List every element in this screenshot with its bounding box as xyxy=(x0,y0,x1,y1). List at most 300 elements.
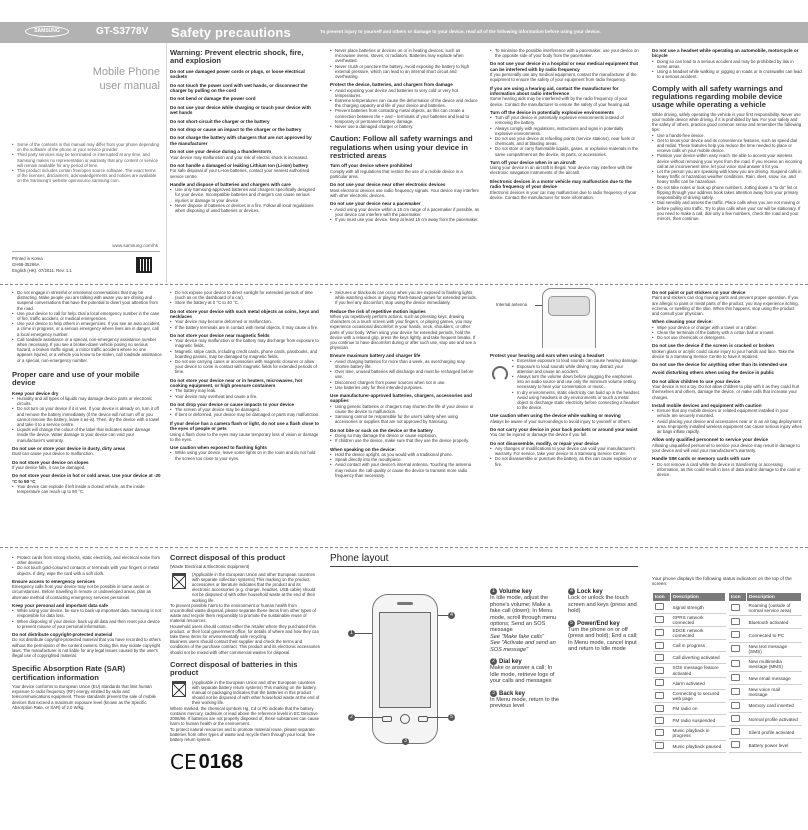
table-row xyxy=(729,739,802,752)
cover-title-2: user manual xyxy=(99,80,160,92)
antenna-area xyxy=(548,296,590,316)
column-divider xyxy=(166,43,167,283)
item-text: Do not distribute copyright-protected material that you have recorded to others without the permission of the content owners. Doing this may violate copyright laws. The manufacturer is not liable for any legal issues caused by the user's illegal use of copyrighted material. xyxy=(12,637,161,659)
status-description: Silent profile activated xyxy=(747,726,802,739)
status-indicator-icon xyxy=(731,702,740,709)
cleaning-column xyxy=(652,290,802,477)
callout-number: 1 xyxy=(490,588,497,595)
item-text: Most electronic devices use radio frequency signals. Your device may interfere with other electronic devices. xyxy=(330,187,480,198)
bullet-list xyxy=(330,359,480,390)
callout-title: Dial key xyxy=(499,659,522,666)
list-item: • To minimise the possible interference with a pacemaker, use your device on the opposite side of your body from the pacemaker. xyxy=(490,48,640,58)
bullet-list xyxy=(12,555,162,576)
item-heading: Turn off your device where prohibited xyxy=(330,163,413,169)
list-item: • Your device may overheat and cause a fire. xyxy=(170,394,320,399)
status-icon-cell xyxy=(653,664,671,677)
bullet-list xyxy=(330,48,480,79)
list-item: • Avoid contact with your device's internal antenna. Touching the antenna may reduce the call quality or cause the device to transmit more radio frequency than necessary. xyxy=(330,462,480,478)
item-text: Electronic devices in your car may malfunction due to radio frequency of your device. Contact the manufacturer for more information. xyxy=(490,189,637,200)
bullet-list xyxy=(330,207,480,223)
table-row xyxy=(729,616,802,629)
status-description: Music playback paused xyxy=(671,740,726,752)
status-intro: Your phone displays the following status indicators on the top of the screen: xyxy=(652,576,792,587)
bullet-list xyxy=(490,446,640,467)
disposal-text: To protect natural resources and to promote material reuse, please separate batteries from other types of waste and recycle them through your local, free battery return system. xyxy=(170,726,315,742)
status-indicator-icon xyxy=(731,741,740,748)
status-description: Music playback in progress xyxy=(671,727,726,740)
dial-key-icon xyxy=(382,716,392,722)
item-heading: If your device has a camera flash or light, do not use a flash close to the eyes of people or pets xyxy=(170,420,320,432)
table-header-row xyxy=(729,593,802,601)
bullet-list xyxy=(170,338,320,374)
list-item: • The screen of your device may be damaged. xyxy=(170,407,320,412)
list-item: • If the battery terminals are in contact with metal objects, it may cause a fire. xyxy=(170,325,320,330)
item-heading: Do not touch the power cord with wet hands, or disconnect the charger by pulling on the cord xyxy=(170,82,308,94)
status-indicator-icon xyxy=(731,674,740,681)
callout-1-marker: 1 xyxy=(348,630,355,637)
item-heading: Use manufacturer-approved batteries, chargers, accessories and supplies xyxy=(330,393,472,404)
list-item: • Store the battery at 0 °C to 40 °C. xyxy=(170,300,320,305)
cover-panel xyxy=(0,0,166,283)
list-item: • Use only Samsung-approved batteries and chargers specifically designed for your device. Incompatible batteries and chargers can cause serious injuries or damage to your device. xyxy=(170,187,318,203)
item-heading: If you are using a hearing aid, contact the manufacturer for information about radio interference xyxy=(490,85,619,97)
status-indicator-icon xyxy=(655,679,664,686)
table-row xyxy=(653,689,726,702)
callout-text: In Idle mode, adjust the phone's volume; Make a fake call (down); In Menu mode, scroll through menu options; Send an SOS message xyxy=(490,595,557,634)
item-heading: Do not use your device during a thunderstorm xyxy=(170,149,272,155)
item-heading: Do not use your device while charging or touch your device with wet hands xyxy=(170,104,311,116)
status-tables xyxy=(652,592,802,752)
item-heading: Handle SIM cards or memory cards with care xyxy=(652,456,751,462)
item-heading: Do not drop your device or cause impacts to your device xyxy=(170,401,295,407)
pointer-line xyxy=(428,717,448,718)
status-description: New multimedia message (MMS) xyxy=(747,657,802,672)
status-icon-cell xyxy=(729,713,747,726)
list-item: • Avoid charging batteries for more than a week, as overcharging may shorten battery life. xyxy=(330,359,480,369)
status-description: FM radio suspended xyxy=(671,715,726,727)
item-text: Broken glass or acrylic could cause injury to your hands and face. Take the device to a Samsung Service Centre to have it repaired. xyxy=(652,348,795,359)
callout-3-marker: 3 xyxy=(402,738,409,745)
status-icon-cell xyxy=(729,699,747,712)
callout-title: Back key xyxy=(499,690,526,697)
item-heading: Do not bite or suck on the device or the battery xyxy=(330,427,433,433)
description-column-header: Description xyxy=(747,593,802,601)
table-header-row xyxy=(653,593,726,601)
list-item: • Do not store or carry flammable liquids, gases, or explosive materials in the same compartment as the device, its parts, or accessories. xyxy=(490,146,640,156)
battery-life-column xyxy=(330,290,480,478)
list-item: • Humidity and all types of liquids may damage device parts or electronic circuits. xyxy=(12,396,162,406)
status-indicator-icon xyxy=(655,705,664,712)
item-heading: Do not use or store your device in dusty, dirty areas xyxy=(12,445,126,451)
status-icon-cell xyxy=(729,672,747,685)
edition: English (HK). 07/2011. Rev. 1.1 xyxy=(12,268,72,273)
status-description: Connecting to secured web page xyxy=(671,689,726,702)
list-item: • While using your device, be sure to back up important data. Samsung is not responsible for data loss. xyxy=(12,608,162,618)
list-item: • Hold the device upright, as you would with a traditional phone. xyxy=(330,452,480,457)
item-text: When you repetitively perform actions, such as pressing keys, drawing characters on a touch screen with your fingers, or playing games, you may experience occasional discomfort in your hands, neck, shoulders, or other parts of your body. When using your device for extended periods, hold the device with a relaxed grip, press the keys lightly, and take frequent breaks. If you continue to have discomfort during or after such use, stop use and see a physician. xyxy=(330,314,476,351)
status-description: SOS message feature activated xyxy=(671,664,726,677)
item-heading: Do not store your device near or in heaters, microwaves, hot cooking equipment, or high pressure containers xyxy=(170,377,303,389)
item-heading: Do not charge the battery with chargers that are not approved by the manufacturer xyxy=(170,135,312,146)
earpiece xyxy=(397,602,413,605)
pointer-line xyxy=(355,633,372,634)
ce-number: 0168 xyxy=(198,750,244,773)
list-item: • Use your device to help others in emergencies. If you see an auto accident, a crime in progress, or a serious emergency where lives are in danger, call a local emergency number. xyxy=(12,321,162,337)
table-row xyxy=(653,627,726,640)
table-row xyxy=(653,677,726,689)
doc-code: GH68-35266A xyxy=(12,262,40,267)
callout-note: See "Make fake calls" xyxy=(490,633,545,640)
list-item: • Disconnect chargers from power sources when not in use. xyxy=(330,380,480,385)
caution-title: Caution: Follow all safety warnings and regulations when using your device in restricted areas xyxy=(330,134,473,161)
table-row xyxy=(729,601,802,616)
model-band xyxy=(0,22,166,43)
status-icon-cell xyxy=(653,727,671,740)
item-heading: Turn off your device when in an aircraft xyxy=(490,159,576,165)
status-indicator-icon xyxy=(655,692,664,699)
website: www.samsung.com/hk xyxy=(112,243,158,248)
list-item: • Prevent batteries from contacting metal objects, as this can create a connection between the + and – terminals of your batteries and lead to temporary or permanent battery damage. xyxy=(330,108,480,124)
list-item: • If children use the device, make sure that they use the device properly. xyxy=(330,438,480,443)
list-item: • Never use a damaged charger or battery. xyxy=(330,124,480,129)
list-item: • Do not touch gold-coloured contacts or terminals with your fingers or metal objects. If dirty, wipe the card with a soft cloth. xyxy=(12,565,162,575)
callout-number: 5 xyxy=(568,620,575,627)
hearing-column xyxy=(490,290,640,467)
list-item: • Speak directly into the mouthpiece. xyxy=(330,457,480,462)
table-row xyxy=(729,685,802,700)
care-column xyxy=(12,290,162,494)
safety-header xyxy=(166,22,808,43)
item-heading: Ensure access to emergency services xyxy=(12,578,95,584)
list-item: • Never crush or puncture the battery. Avoid exposing the battery to high external pressure, which can lead to an internal short circuit and overheating. xyxy=(330,64,480,80)
item-heading: Install mobile devices and equipment with caution xyxy=(652,402,762,408)
list-item: • Let the person you are speaking with know you are driving. Suspend calls in heavy traffic or hazardous weather conditions. Rain, sleet, snow, ice, and heavy traffic can be hazardous. xyxy=(652,169,802,185)
list-item: • Wipe your device or charger with a towel or a rubber. xyxy=(652,325,802,330)
list-item: • Do not use carrying cases or accessories with magnetic closures or allow your device to come in contact with magnetic fields for extended periods of time. xyxy=(170,359,320,375)
list-item: • Samsung cannot be responsible for the user's safety when using accessories or supplies that are not approved by Samsung. xyxy=(330,414,480,424)
list-item: • Your device can explode if left inside a closed vehicle, as the inside temperature can reach up to 80 °C. xyxy=(12,484,162,494)
status-description: EDGE network connected xyxy=(671,627,726,640)
list-item: • Get to know your device and its convenience features, such as speed dial and redial. These features help you reduce the time needed to place or receive calls on your mobile device. xyxy=(652,138,802,154)
item-heading: Electronic devices in a motor vehicle may malfunction due to the radio frequency of your device xyxy=(490,178,632,190)
item-text: Emergency calls from your device may not be possible in some areas or circumstances. Before travelling in remote or undeveloped areas, plan an alternate method of contacting emergency services personnel. xyxy=(12,584,152,600)
table-row xyxy=(653,664,726,677)
status-description: New text message (SMS) xyxy=(747,642,802,657)
callout-4-marker: 4 xyxy=(448,612,455,619)
table-row xyxy=(653,703,726,715)
table-row xyxy=(653,727,726,740)
caution-column xyxy=(330,48,480,222)
table-row xyxy=(729,642,802,657)
status-indicator-icon xyxy=(731,618,740,625)
list-item: • Do not use chemicals or detergents. xyxy=(652,335,802,340)
crossed-bin-icon xyxy=(172,573,186,589)
sar-title: Specific Absorption Rate (SAR) certification information xyxy=(12,664,126,682)
battery-disposal-title: Correct disposal of batteries in this product xyxy=(170,659,298,678)
status-description: Signal strength xyxy=(671,601,726,613)
status-icon-cell xyxy=(653,703,671,715)
back-key-icon xyxy=(400,714,410,724)
item-heading: Do not paint or put stickers on your device xyxy=(652,290,746,295)
qr-code-icon xyxy=(136,257,152,273)
item-text: Dust can cause your device to malfunction. xyxy=(12,451,94,457)
list-item: • Your device may become deformed or malfunction. xyxy=(170,319,320,324)
headset-icon xyxy=(492,366,508,382)
printed-in: Printed in Korea xyxy=(12,256,43,261)
item-heading: Do not store your device near magnetic fields xyxy=(170,332,270,338)
list-item: • Exposure to loud sounds while driving may distract your attention and cause an accident. xyxy=(512,364,640,374)
status-indicator-icon xyxy=(731,660,740,667)
list-item: • Call roadside assistance or a special, non-emergency assistance number when necessary. If you see a broken-down vehicle posing no serious hazard, a broken traffic signal, a minor traffic accident where no one appears injured, or a vehicle you know to be stolen, call roadside assistance or a special, non-emergency number. xyxy=(12,337,162,363)
status-description: GPRS network connected xyxy=(671,613,726,626)
callout xyxy=(568,588,638,595)
list-item: • Do not disassemble or puncture the battery, as this can cause explosion or fire. xyxy=(490,456,640,466)
cover-title-1: Mobile Phone xyxy=(92,66,160,78)
care-title: Proper care and use of your mobile device xyxy=(12,369,140,388)
list-item: • When disposing of your device, back up all data and then reset your device to prevent misuse of your personal information. xyxy=(12,619,162,629)
sar-text: Your device conforms to European Union (EU) standards that limit human exposure to radio frequency (RF) energy emitted by radio and telecommunications equipment. These standards prevent the sale of mobile devices that exceed a maximum exposure level (known as the Specific Absorption Rate, or SAR) of 2.0 W/kg. xyxy=(12,684,156,710)
list-item: • Use batteries only for their intended purposes. xyxy=(330,385,480,390)
item-heading: Allow only qualified personnel to service your device xyxy=(652,437,768,443)
icon-column-header: Icon xyxy=(729,593,747,601)
status-description: Bluetooth activated xyxy=(747,616,802,629)
callout-2-marker: 2 xyxy=(348,714,355,721)
list-item: • Protect cards from strong shocks, static electricity, and electrical noise from other devices. xyxy=(12,555,162,565)
callout-note: See "Activate and send an SOS message" xyxy=(490,640,556,653)
list-item: • Doing so can lead to a serious accident and may be prohibited by law in some areas. xyxy=(652,59,802,69)
list-item: • Avoid placing your device and accessories near or in an air bag deployment area. Improperly installed wireless equipment can cause serious injury when air bags inflate rapidly. xyxy=(652,419,802,435)
list-item: • Use a hands-free device. xyxy=(652,133,802,138)
callout-title: Power/End key xyxy=(577,620,620,627)
item-text: While driving, safely operating the vehicle is your first responsibility. Never use your mobile device while driving, if it is prohibited by law. For your safety and the safety of others, practice good common sense and remember the following tips: xyxy=(652,111,802,133)
status-indicator-icon xyxy=(655,642,664,649)
item-heading: Ensure maximum battery and charger life xyxy=(330,353,421,359)
item-heading: Do not use your device near other electronic devices xyxy=(330,182,446,188)
list-item: • Use your device to call for help. Dial a local emergency number in the case of fire, traffic accident, or medical emergencies. xyxy=(12,311,162,321)
list-item: • Doing so may damage the device or cause explosion. xyxy=(330,433,480,438)
brand-text: SAMSUNG xyxy=(34,28,60,34)
status-description: Alarm activated xyxy=(671,677,726,689)
table-row xyxy=(653,613,726,626)
list-item: • Turn off your device in potentially explosive environments instead of removing the battery. xyxy=(490,115,640,125)
bullet-list xyxy=(170,319,320,329)
callout-text: In Menu mode, return to the previous level xyxy=(490,697,560,710)
item-text: Allowing unqualified personnel to service your device may result in damage to your device and will void your manufacturer's warranty. xyxy=(652,442,800,453)
item-heading: Protect your hearing and ears when using a headset xyxy=(490,353,605,358)
bullet-list xyxy=(652,462,802,478)
item-heading: Turn off the device in potentially explosive environments xyxy=(490,109,614,115)
phone-layout-title: Phone layout xyxy=(330,553,389,564)
status-indicator-icon xyxy=(655,629,664,636)
item-heading: Do not use your device in a hospital or near medical equipment that can be interfered with by radio frequency xyxy=(490,61,639,72)
disposal-text: (Applicable in the European Union and other European countries with separate collection systems) This marking on the product, accessories or literature indicates that the product and its electronic accessories (e.g. charger, headset, USB cable) should not be disposed of with other household waste at the end of their working life. xyxy=(192,571,316,603)
bullet-list xyxy=(330,88,480,130)
item-text: For safe disposal of your Li-Ion batteries, contact your nearest authorised service centre. xyxy=(170,168,310,179)
list-item: • Your device may malfunction or the battery may discharge from exposure to magnetic fields. xyxy=(170,338,320,348)
list-item: • Clean the terminals of the battery with a cotton ball or a towel. xyxy=(652,330,802,335)
list-item: • Do not take notes or look up phone numbers. Jotting down a "to do" list or flipping through your address book takes attention away from your primary responsibility of driving safely. xyxy=(652,185,802,201)
list-item: • Using a headset while walking or jogging on roads or in crosswalks can lead to a serious accident. xyxy=(652,69,802,79)
table-row xyxy=(653,652,726,664)
item-heading: Do not carry your device in your back pockets or around your waist xyxy=(490,427,638,433)
status-panel xyxy=(652,576,802,753)
antenna-label: Internal antenna xyxy=(496,302,528,307)
status-table-right xyxy=(728,592,802,752)
status-icon-cell xyxy=(653,715,671,727)
list-item: • Always comply with regulations, instructions and signs in potentially explosive environments. xyxy=(490,126,640,136)
item-heading: Keep your device dry xyxy=(12,390,59,396)
table-row xyxy=(729,657,802,672)
status-description: Memory card inserted xyxy=(747,699,802,712)
bullet-list xyxy=(330,290,480,306)
item-text: Your device is not a toy. Do not allow children to play with it as they could hurt themselves and others, damage the device, or make calls that increase your charges. xyxy=(652,384,800,400)
layout-callouts-left xyxy=(490,588,562,710)
status-indicator-icon xyxy=(655,729,664,736)
hospital-column xyxy=(490,48,640,200)
section-title: Safety precautions xyxy=(171,25,291,40)
item-heading: Do not use the device for anything other than its intended use xyxy=(652,362,788,368)
status-icon-cell xyxy=(729,657,747,672)
status-description: Connected to PC xyxy=(747,629,802,642)
item-heading: When cleaning your device: xyxy=(652,319,713,325)
list-item: • If you must use your device, keep at least 15 cm away from the pacemaker. xyxy=(330,217,480,222)
icon-column-header: Icon xyxy=(653,593,671,601)
bullet-list xyxy=(170,187,318,213)
bullet-list xyxy=(490,115,640,157)
list-item: • While using your device, leave some lights on in the room and do not hold the screen too close to your eyes. xyxy=(170,450,320,460)
list-item: • Position your device within easy reach. Be able to access your wireless device without removing your eyes from the road. If you receive an incoming call at an inconvenient time, let your voice mail answer it for you. xyxy=(652,153,802,169)
item-heading: Do not disassemble, modify, or repair your device xyxy=(490,440,599,446)
callout-5-marker: 5 xyxy=(448,714,455,721)
table-row xyxy=(729,726,802,739)
status-description: Roaming (outside of normal service area) xyxy=(747,601,802,616)
bullet-list xyxy=(330,433,480,443)
phone-diagram xyxy=(330,590,480,750)
disposal-text: Household users should contact either the retailer where they purchased this product, or their local government office, for details of where and how they can take these items for environmentally safe recycling. xyxy=(170,623,319,640)
list-item: • The battery may leak. xyxy=(170,388,320,393)
model-name: GT-S3778V xyxy=(96,26,149,37)
cover-note: • Third party services may be terminated or interrupted at any time, and Samsung makes no representation or warranty that any content or service will remain available for any period of time. xyxy=(12,152,160,168)
list-item: • Any changes or modifications to your device can void your manufacturer's warranty. For service, take your device to a Samsung Service Centre. xyxy=(490,446,640,456)
crossed-bin-icon xyxy=(172,681,186,697)
list-item: • Dial sensibly and assess the traffic. Place calls when you are not moving or before pulling into traffic. Try to plan calls when your car will be stationary. If you need to make a call, dial only a few numbers, check the road and your mirrors, then continue. xyxy=(652,200,802,221)
bullet-list xyxy=(652,408,802,434)
item-heading: Do not use a headset while operating an automobile, motorcycle or bicycle xyxy=(652,48,799,59)
item-heading: Do not distribute copyright-protected material xyxy=(12,632,113,638)
item-heading: When speaking on the device: xyxy=(330,446,396,452)
status-description: Normal profile activated xyxy=(747,713,802,726)
item-heading: Do not handle a damaged or leaking Lithium Ion (Li-Ion) battery xyxy=(170,162,309,168)
pointer-line xyxy=(438,615,448,616)
bullet-list xyxy=(170,450,320,460)
item-heading: Do not short-circuit the charger or the battery xyxy=(170,118,270,124)
status-description: Call in progress xyxy=(671,640,726,652)
item-heading: Reduce the risk of repetitive motion injuries xyxy=(330,308,426,314)
item-text: If your device falls, it can be damaged. xyxy=(12,464,86,470)
status-icon-cell xyxy=(653,689,671,702)
callout xyxy=(490,690,562,697)
item-text: Your device may malfunction and your risk of electric shock is increased. xyxy=(170,154,308,160)
callout-text: Turn the phone on or off (press and hold); End a call; In Menu mode, cancel input and return to Idle mode xyxy=(568,627,638,653)
callout-text: Lock or unlock the touch screen and keys (press and hold) xyxy=(568,595,637,615)
end-key-icon xyxy=(418,716,428,722)
table-row xyxy=(729,713,802,726)
table-row xyxy=(729,699,802,712)
item-text: You can be injured or damage the device if you fall. xyxy=(490,432,588,438)
list-item: • Ensure that any mobile devices or related equipment installed in your vehicle are securely mounted. xyxy=(652,408,802,418)
list-item: • Always turn the volume down before plugging the earphones into an audio source and use only the minimum volume setting necessary to hear your conversation or music. xyxy=(512,374,640,390)
pointer-line xyxy=(355,717,382,718)
status-description: Battery power level xyxy=(747,739,802,752)
status-indicator-icon xyxy=(731,728,740,735)
status-icon-cell xyxy=(653,627,671,640)
item-heading: Do not store your device in hot or cold areas. Use your device at -20 °C to 50 °C xyxy=(12,473,161,484)
status-indicator-icon xyxy=(655,667,664,674)
bullet-list xyxy=(330,404,480,425)
list-item: • Avoid exposing your device and batteries to very cold or very hot temperatures. xyxy=(330,88,480,98)
item-heading: Keep your personal and important data safe xyxy=(12,602,108,608)
item-heading: Handle and dispose of batteries and chargers with care xyxy=(170,181,291,187)
list-item: • Do not turn on your device if it is wet. If your device is already on, turn it off and remove the battery immediately (if the device will not turn off or you cannot remove the battery, leave it as-is). Then, dry the device with a towel and take it to a service centre. xyxy=(12,406,162,427)
weee-block xyxy=(170,572,320,603)
phone-screen xyxy=(379,612,431,708)
status-indicator-icon xyxy=(731,604,740,611)
status-icon-cell xyxy=(729,616,747,629)
status-icon-cell xyxy=(729,642,747,657)
bullet-list xyxy=(170,290,320,306)
list-item: • If bent or deformed, your device may be damaged or parts may malfunction. xyxy=(170,412,320,417)
list-item: • Never place batteries or devices on or in heating devices, such as microwave ovens, stoves, or radiators. Batteries may explode when overheated. xyxy=(330,48,480,64)
list-item: • Do not expose your device to direct sunlight for extended periods of time (such as on the dashboard of a car). xyxy=(170,290,320,300)
status-indicator-icon xyxy=(655,616,664,623)
item-heading: Use caution when using the device while walking or moving xyxy=(490,413,621,419)
status-description: Call diverting activated xyxy=(671,652,726,664)
status-icon-cell xyxy=(653,613,671,626)
item-heading: Do not drop or cause an impact to the charger or the battery xyxy=(170,127,302,133)
item-heading: Avoid disturbing others when using the device in public xyxy=(652,370,775,376)
bullet-list xyxy=(330,452,480,478)
status-indicator-icon xyxy=(731,631,740,638)
status-description: FM radio on xyxy=(671,703,726,715)
status-indicator-icon xyxy=(655,742,664,749)
status-indicator-icon xyxy=(655,654,664,661)
cover-note: • Some of the contents in this manual may differ from your phone depending on the software of the phone or your service provider. xyxy=(12,142,160,152)
table-row xyxy=(653,640,726,652)
callout-text: Make or answer a call; In Idle mode, retrieve logs of your calls and messages xyxy=(490,665,555,685)
cover-divider xyxy=(12,251,160,252)
callout xyxy=(490,588,562,595)
item-text: If you personally use any medical equipment, contact the manufacturer of the equipment to ensure the safety of your equipment from radio frequency. xyxy=(490,72,637,83)
item-heading: Do not use damaged power cords or plugs, or loose electrical sockets xyxy=(170,68,305,80)
status-icon-cell xyxy=(653,740,671,752)
callout-number: 4 xyxy=(568,588,575,595)
item-text: Comply with all regulations that restrict the use of a mobile device in a particular area. xyxy=(330,168,463,180)
list-item: • Do not engage in stressful or emotional conversations that may be distracting. Make people you are talking with aware you are driving and suspend conversations that have the potential to divert your attention from the road. xyxy=(12,290,162,311)
item-heading: Do not use the device if the screen is cracked or broken xyxy=(652,343,775,349)
bullet-list xyxy=(652,59,802,80)
list-item: • Avoid using your device within a 15 cm range of a pacemaker if possible, as your device can interfere with the pacemaker. xyxy=(330,207,480,217)
item-text: Always be aware of your surroundings to avoid injury to yourself or others. xyxy=(490,418,631,424)
status-indicator-icon xyxy=(731,645,740,652)
list-item: • Using generic batteries or chargers may shorten the life of your device or cause the device to malfunction. xyxy=(330,404,480,414)
status-icon-cell xyxy=(729,726,747,739)
fold-line xyxy=(0,547,808,548)
status-icon-cell xyxy=(729,629,747,642)
bullet-list xyxy=(170,407,320,417)
status-icon-cell xyxy=(653,652,671,664)
table-row xyxy=(653,601,726,613)
description-column-header: Description xyxy=(671,593,726,601)
